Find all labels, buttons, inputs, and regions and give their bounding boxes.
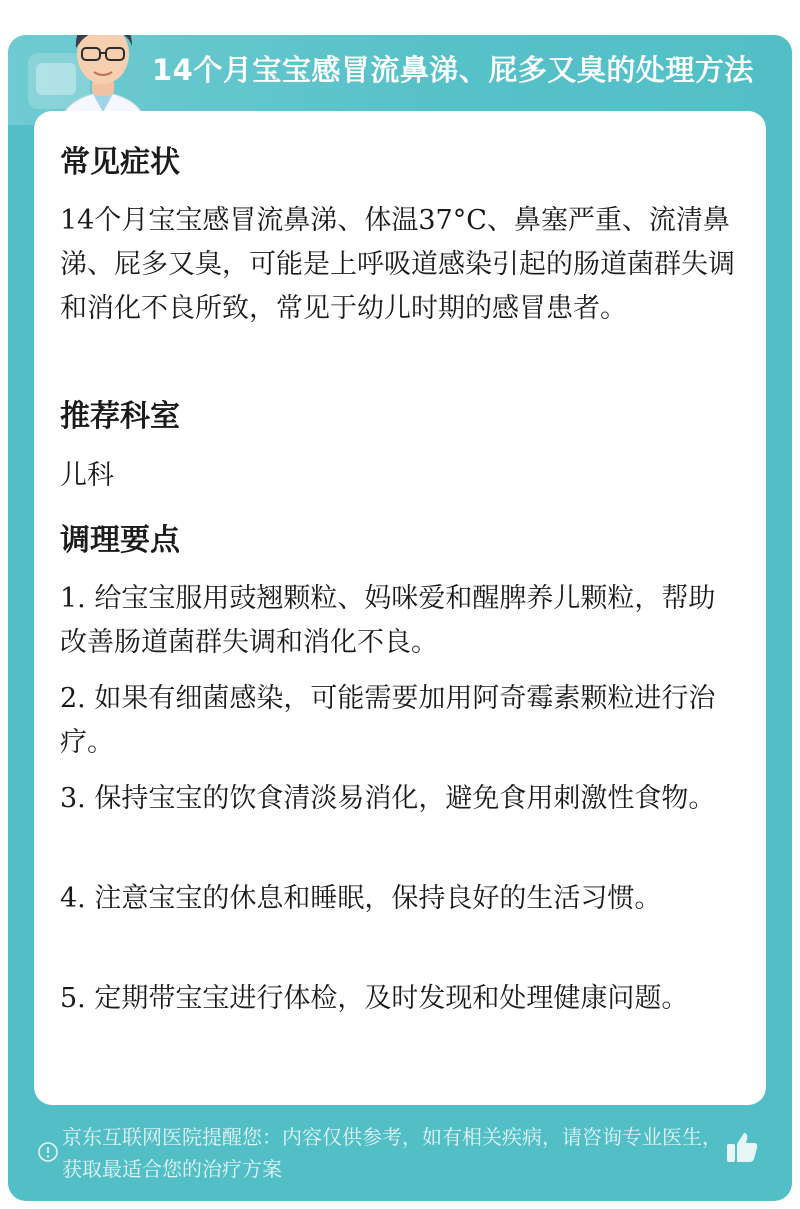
care-item-5: 5. 定期带宝宝进行体检，及时发现和处理健康问题。 [60,983,689,1014]
care-heading: 调理要点 [60,523,180,558]
care-item-1: 1. 给宝宝服用豉翘颗粒、妈咪爱和醒脾养儿颗粒，帮助改善肠道菌群失调和消化不良。 [60,583,716,658]
care-item-4: 4. 注意宝宝的休息和睡眠，保持良好的生活习惯。 [60,883,662,914]
department-heading: 推荐科室 [60,399,180,434]
content-panel [34,111,766,1105]
care-item-3: 3. 保持宝宝的饮食清淡易消化，避免食用刺激性食物。 [60,783,716,814]
thumbs-up-icon[interactable] [722,1127,762,1167]
info-icon [36,1140,60,1164]
disclaimer-text: 京东互联网医院提醒您：内容仅供参考，如有相关疾病，请咨询专业医生，获取最适合您的治疗方案 [62,1125,722,1181]
symptoms-heading: 常见症状 [60,145,180,180]
symptoms-text: 14个月宝宝感冒流鼻涕、体温37°C、鼻塞严重、流清鼻涕、屁多又臭，可能是上呼吸道感染引起的肠道菌群失调和消化不良所致，常见于幼儿时期的感冒患者。 [60,205,735,324]
department-text: 儿科 [60,460,114,491]
care-item-2: 2. 如果有细菌感染，可能需要加用阿奇霉素颗粒进行治疗。 [60,683,716,758]
page-title: 14个月宝宝感冒流鼻涕、屁多又臭的处理方法 [152,53,754,87]
